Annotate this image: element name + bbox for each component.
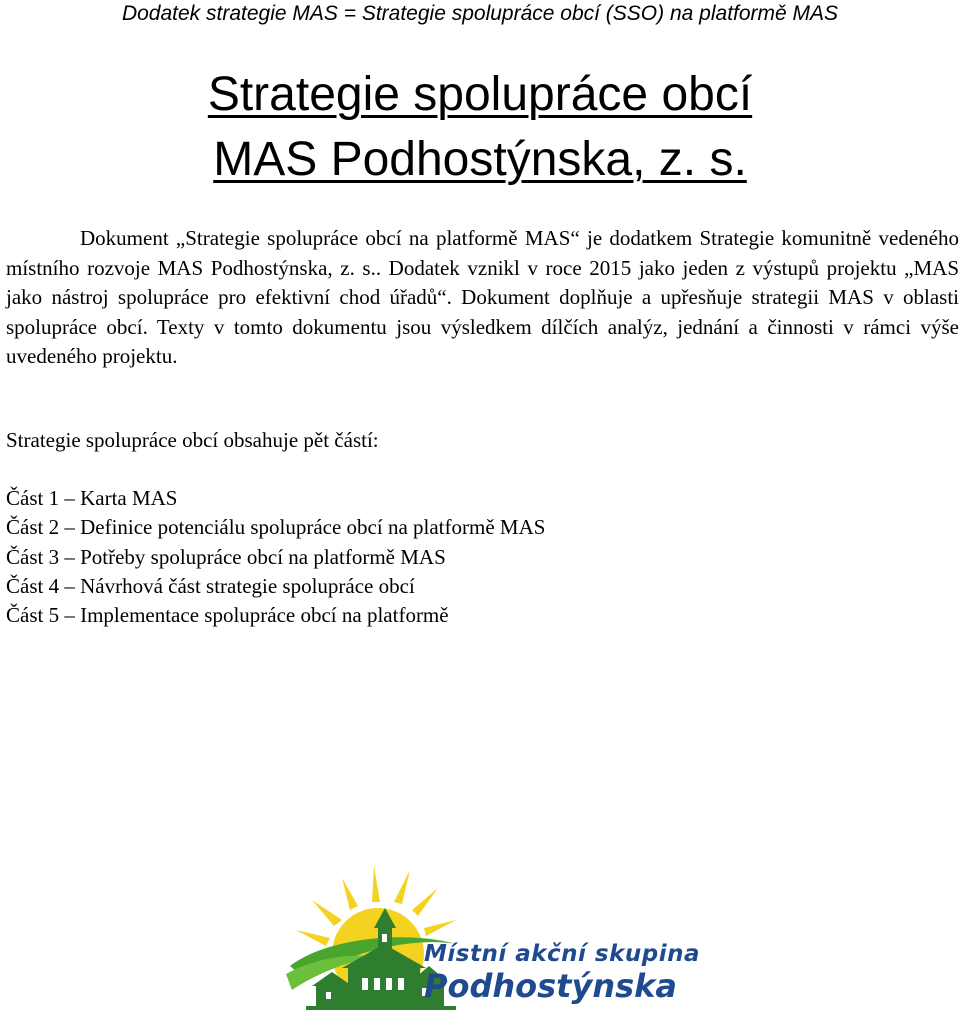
list-item: Část 1 – Karta MAS: [6, 486, 178, 510]
list-item: Část 2 – Definice potenciálu spolupráce obcí na platformě MAS: [6, 515, 546, 540]
list-item: Část 3 – Potřeby spolupráce obcí na platformě MAS: [6, 544, 446, 569]
document-title-line-1: Strategie spolupráce obcí: [207, 68, 753, 121]
intro-paragraph: Dokument „Strategie spolupráce obcí na platformě MAS“ je dodatkem Strategie komunitně vedeného místního rozvoje MAS Podhostýnska, z. s.. Dodatek vznikl v roce 2015 jako jeden z výstupů projektu „MAS jako nástroj spolupráce pro efektivní chod úřadů“. Dokument doplňuje a upřesňuje strategii MAS v oblasti spolupráce obcí. Texty v tomto dokumentu jsou výsledkem dílčích analýz, jednání a činnosti v rámci výše uvedeného projektu.: [6, 226, 959, 368]
parts-list: [6, 484, 545, 630]
logo-text-line-1: Místní akční skupina: [424, 941, 701, 967]
list-item: Část 5 – Implementace spolupráce obcí na platformě: [6, 603, 449, 628]
parts-lead-sentence: Strategie spolupráce obcí obsahuje pět částí:: [6, 428, 379, 452]
page-header: Dodatek strategie MAS = Strategie spolupráce obcí (SSO) na platformě MAS: [121, 2, 839, 25]
logo-text-line-2: Podhostýnska: [424, 967, 678, 1005]
document-title-line-2: MAS Podhostýnska, z. s.: [213, 133, 747, 186]
list-item: Část 4 – Návrhová část strategie spolupráce obcí: [6, 573, 415, 598]
